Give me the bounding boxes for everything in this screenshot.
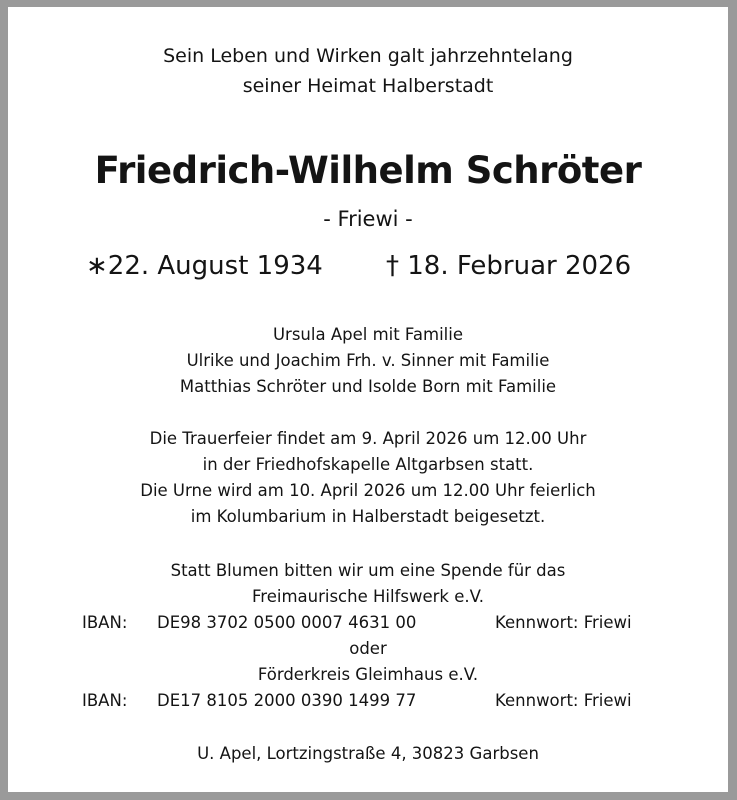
motto-line-2: seiner Heimat Halberstadt [242, 75, 494, 97]
keyword: Kennwort: Friewi [495, 613, 632, 632]
ceremony-line: Die Trauerfeier findet am 9. April 2026 um 12.00 Uhr [149, 429, 587, 448]
donation-or: oder [349, 639, 387, 658]
deceased-nickname: - Friewi - [323, 207, 413, 231]
ceremony-line: Die Urne wird am 10. April 2026 um 12.00 Uhr feierlich [140, 481, 596, 500]
iban-number: DE98 3702 0500 0007 4631 00 [157, 613, 417, 632]
donation-org-2: Förderkreis Gleimhaus e.V. [257, 665, 479, 684]
motto-line-1: Sein Leben und Wirken galt jahrzehntelang [163, 45, 573, 67]
mourner-line: Ursula Apel mit Familie [272, 325, 464, 344]
contact-address: U. Apel, Lortzingstraße 4, 30823 Garbsen [197, 744, 539, 763]
ceremony-line: in der Friedhofskapelle Altgarbsen statt. [202, 455, 534, 474]
death-date: † 18. Februar 2026 [386, 251, 632, 281]
donation-intro: Statt Blumen bitten wir um eine Spende für das [170, 561, 566, 580]
obituary-notice [8, 7, 728, 792]
mourner-line: Ulrike und Joachim Frh. v. Sinner mit Familie [186, 351, 550, 370]
ceremony-line: im Kolumbarium in Halberstadt beigesetzt. [190, 507, 546, 526]
iban-label: IBAN: [82, 691, 128, 710]
mourner-line: Matthias Schröter und Isolde Born mit Familie [179, 377, 557, 396]
deceased-name: Friedrich-Wilhelm Schröter [94, 149, 642, 192]
donation-org-1: Freimaurische Hilfswerk e.V. [252, 587, 484, 606]
birth-date: ∗22. August 1934 [86, 251, 323, 281]
iban-label: IBAN: [82, 613, 128, 632]
life-dates [8, 251, 728, 285]
iban-number: DE17 8105 2000 0390 1499 77 [157, 691, 417, 710]
keyword: Kennwort: Friewi [495, 691, 632, 710]
bank-details-2 [8, 691, 728, 715]
bank-details-1 [8, 613, 728, 637]
